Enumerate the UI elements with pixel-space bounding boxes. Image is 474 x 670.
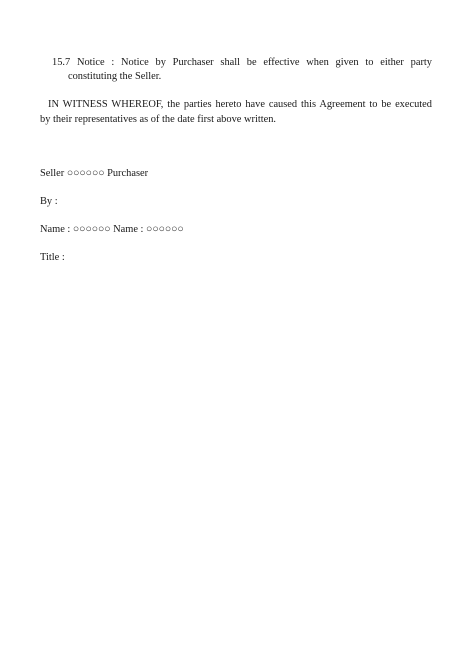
clause-15-7-line-1: 15.7 Notice : Notice by Purchaser shall be effective when given to either party xyxy=(52,57,432,68)
signature-parties-line: Seller ○○○○○○ Purchaser xyxy=(40,168,149,179)
witness-clause-line-1: IN WITNESS WHEREOF, the parties hereto have caused this Agreement to be executed xyxy=(48,99,432,110)
signature-name-line: Name : ○○○○○○ Name : ○○○○○○ xyxy=(40,224,184,235)
witness-clause-line-2: by their representatives as of the date first above written. xyxy=(40,114,277,125)
clause-15-7-line-2: constituting the Seller. xyxy=(68,71,162,82)
signature-title-line: Title : xyxy=(40,252,65,263)
signature-by-line: By : xyxy=(40,196,58,207)
